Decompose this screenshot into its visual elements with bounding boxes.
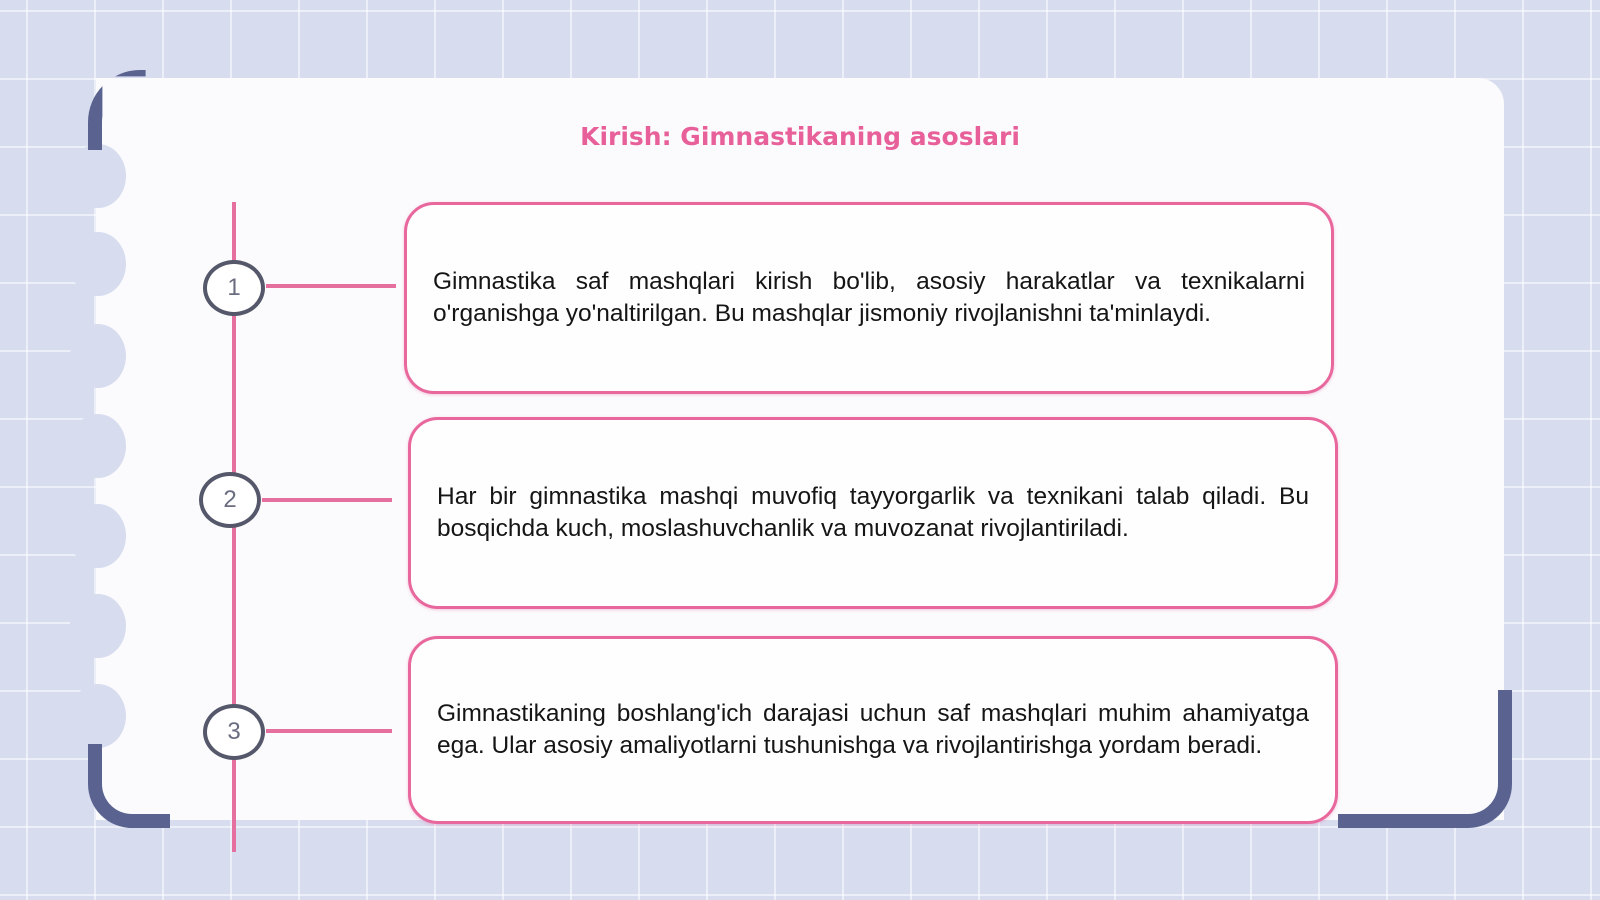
step-number-badge: 1 — [203, 260, 265, 316]
step-connector — [262, 498, 392, 502]
page-edge-notch — [70, 504, 126, 568]
step-number-badge: 2 — [199, 472, 261, 528]
step-card — [408, 636, 1338, 824]
step-card — [404, 202, 1334, 394]
step-description: Har bir gimnastika mashqi muvofiq tayyorgarlik va texnikani talab qiladi. Bu bosqichda kuch, moslashuvchanlik va muvozanat rivojlantiriladi. — [437, 483, 1309, 542]
page-edge-notch — [70, 324, 126, 388]
page-edge-notch — [70, 232, 126, 296]
frame-corner-bottom-right — [1338, 690, 1512, 828]
page-edge-notch — [70, 414, 126, 478]
step-connector — [266, 284, 396, 288]
page-edge-notch — [70, 684, 126, 748]
step-description: Gimnastika saf mashqlari kirish bo'lib, asosiy harakatlar va texnikalarni o'rganishga yo'naltirilgan. Bu mashqlar jismoniy rivojlanishni ta'minlaydi. — [433, 268, 1305, 327]
slide-title: Kirish: Gimnastikaning asoslari — [580, 122, 1020, 151]
page-edge-notch — [70, 594, 126, 658]
step-card — [408, 417, 1338, 609]
step-description: Gimnastikaning boshlang'ich darajasi uchun saf mashqlari muhim ahamiyatga ega. Ular asosiy amaliyotlarni tushunishga va rivojlantirishga yordam beradi. — [437, 700, 1309, 759]
frame-corner-bottom-left — [88, 744, 170, 828]
step-number-badge: 3 — [203, 704, 265, 760]
page-edge-notch — [70, 144, 126, 208]
step-connector — [266, 729, 392, 733]
